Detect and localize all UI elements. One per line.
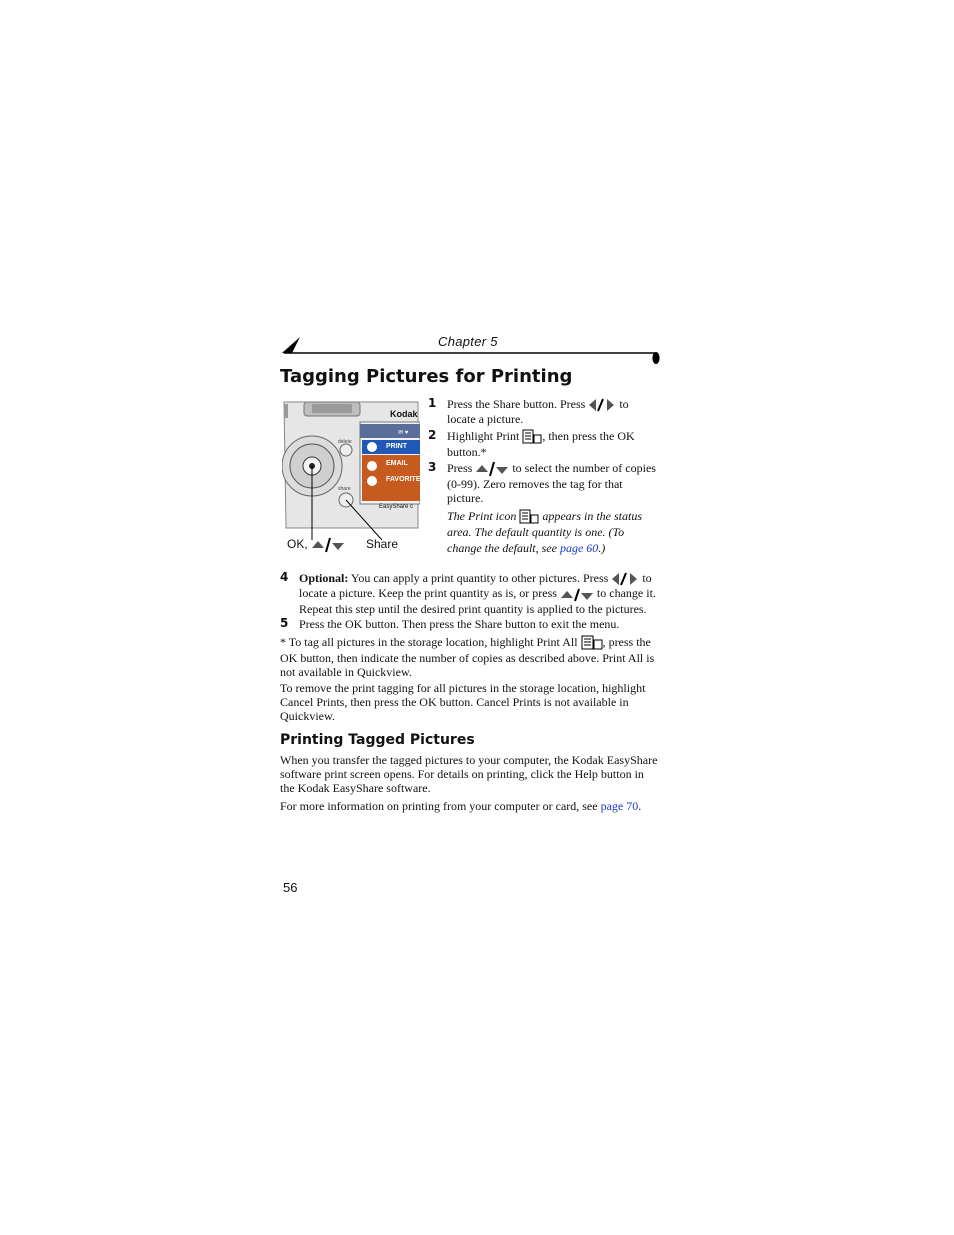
footnote-line-a: * To tag all pictures in the storage location, highlight Print All bbox=[280, 635, 578, 649]
page-number: 56 bbox=[283, 880, 298, 895]
step-1-line-b: to bbox=[619, 397, 629, 411]
share-button-label: share bbox=[338, 486, 351, 492]
up-down-arrows-icon bbox=[475, 461, 509, 477]
footnote-print-all bbox=[280, 635, 660, 679]
transfer-line-3: the Kodak EasyShare software. bbox=[280, 781, 431, 795]
footnote-line-b: , press the bbox=[602, 635, 651, 649]
callout-ok bbox=[287, 536, 345, 554]
kodak-brand: Kodak bbox=[390, 409, 418, 419]
left-right-arrows-icon bbox=[588, 398, 616, 412]
step-1-line-c: locate a picture. bbox=[447, 412, 524, 427]
step-2-line-c: button.* bbox=[447, 445, 487, 460]
print-icon-note bbox=[447, 509, 663, 556]
menu-item-print: PRINT bbox=[386, 443, 407, 450]
chapter-label: Chapter 5 bbox=[438, 334, 498, 349]
transfer-line-2: software print screen opens. For details on printing, click the Help button in bbox=[280, 767, 644, 781]
step-4-line-c: locate a picture. Keep the print quantity as is, or press bbox=[299, 586, 557, 601]
step-4-line-e: Repeat this step until the desired print quantity is applied to the pictures. bbox=[299, 601, 647, 616]
step-2-text bbox=[447, 429, 661, 459]
page-70-link[interactable]: page 70 bbox=[600, 799, 639, 813]
screen-strip-label: EasyShare c bbox=[379, 504, 414, 510]
left-right-arrows-icon bbox=[611, 572, 639, 586]
step-4-optional-label: Optional: bbox=[299, 571, 349, 585]
print-tag-icon bbox=[522, 429, 542, 445]
remove-line-1: To remove the print tagging for all pictures in the storage location, highlight bbox=[280, 681, 646, 695]
step-3-line-a: Press bbox=[447, 461, 473, 475]
remove-line-3: Quickview. bbox=[280, 709, 335, 723]
note-line-b: appears in the status bbox=[542, 509, 642, 523]
step-3-line-d: picture. bbox=[447, 491, 484, 506]
section-subheading: Printing Tagged Pictures bbox=[280, 732, 475, 748]
paragraph-more-info bbox=[280, 799, 660, 813]
paragraph-transfer bbox=[280, 753, 660, 795]
paragraph-remove-tagging bbox=[280, 681, 660, 723]
page-title: Tagging Pictures for Printing bbox=[280, 366, 573, 387]
print-all-icon bbox=[581, 635, 603, 651]
callout-share: Share bbox=[366, 537, 399, 551]
note-line-c: area. The default quantity is one. (To bbox=[447, 525, 625, 540]
footnote-line-d: not available in Quickview. bbox=[280, 665, 412, 680]
step-4-number: 4 bbox=[280, 570, 289, 584]
step-1-text bbox=[447, 397, 661, 426]
page-60-link[interactable]: page 60 bbox=[559, 540, 599, 555]
step-4-text bbox=[299, 571, 663, 616]
delete-button-label: delete bbox=[338, 439, 352, 445]
up-down-arrows-icon bbox=[560, 588, 594, 602]
step-4-line-a: You can apply a print quantity to other pictures. Press bbox=[350, 571, 609, 585]
note-line-a: The Print icon bbox=[447, 509, 517, 523]
svg-text:✉ ♥: ✉ ♥ bbox=[398, 430, 409, 436]
step-1-number: 1 bbox=[428, 396, 437, 410]
step-4-line-b: to bbox=[642, 571, 652, 585]
transfer-line-1: When you transfer the tagged pictures to your computer, the Kodak EasyShare bbox=[280, 753, 658, 767]
step-3-number: 3 bbox=[428, 460, 437, 474]
step-5-text: Press the OK button. Then press the Share button to exit the menu. bbox=[299, 617, 620, 631]
step-3-line-b: to select the number of copies bbox=[512, 461, 656, 475]
menu-item-favorite: FAVORITE bbox=[386, 476, 421, 483]
step-4-line-d: to change it. bbox=[596, 586, 656, 601]
step-3-line-c: (0-99). Zero removes the tag for that bbox=[447, 477, 623, 492]
step-2-number: 2 bbox=[428, 428, 437, 442]
up-down-arrows-icon bbox=[311, 536, 345, 554]
step-1-line-a: Press the Share button. Press bbox=[447, 397, 586, 411]
more-info-end: . bbox=[638, 799, 642, 813]
step-2-line-a: Highlight Print bbox=[447, 429, 520, 443]
step-3-text bbox=[447, 461, 663, 505]
print-tag-icon bbox=[519, 509, 539, 525]
remove-line-2: Cancel Prints, then press the OK button. Cancel Prints is not available in bbox=[280, 695, 629, 709]
more-info-text: For more information on printing from your computer or card, see bbox=[280, 799, 598, 813]
note-line-e: .) bbox=[598, 540, 606, 555]
note-line-d: change the default, see bbox=[447, 540, 557, 555]
callout-ok-label: OK, bbox=[287, 537, 308, 552]
menu-item-email: EMAIL bbox=[386, 460, 408, 467]
step-5-number: 5 bbox=[280, 616, 289, 630]
step-2-line-b: , then press the OK bbox=[542, 429, 635, 443]
footnote-line-c: OK button, then indicate the number of copies as described above. Print All is bbox=[280, 651, 655, 666]
